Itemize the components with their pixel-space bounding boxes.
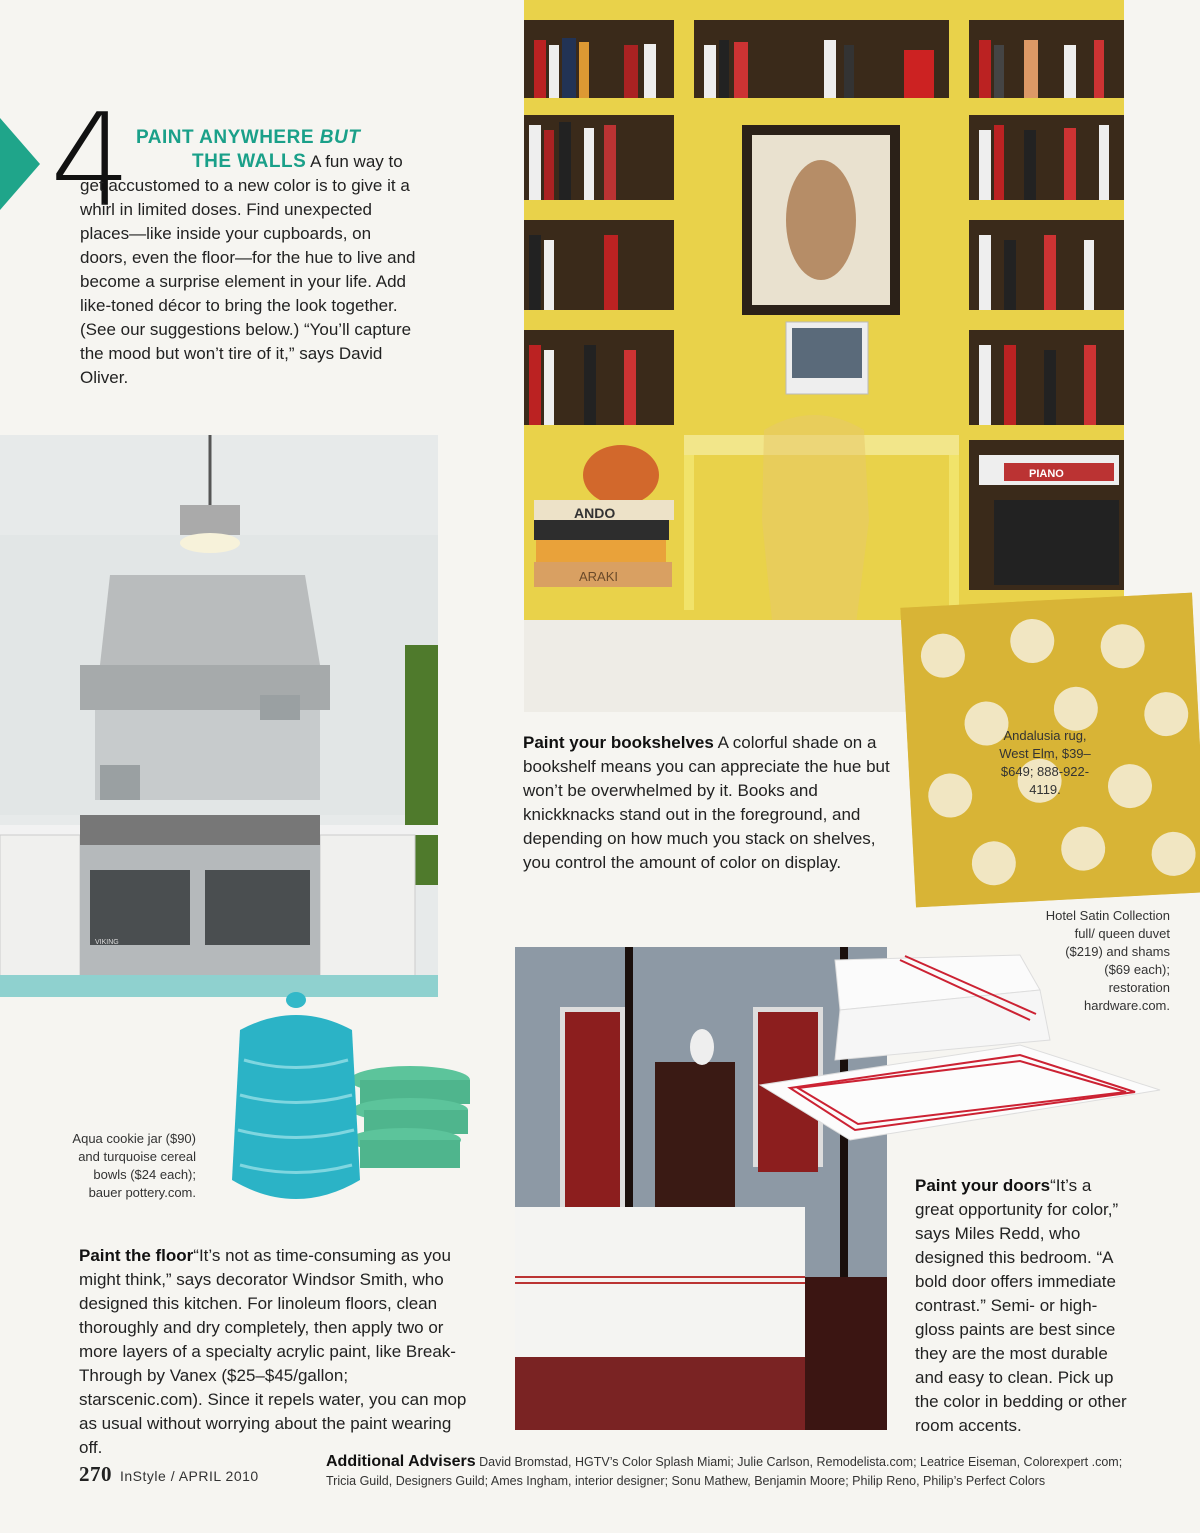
rug-caption: Andalusia rug, West Elm, $39–$649; 888-922-4119. <box>999 728 1091 797</box>
doors-lead: Paint your doors <box>915 1176 1051 1195</box>
advisers-lead: Additional Advisers <box>326 1453 476 1470</box>
advisers-text: David Bromstad, HGTV’s Color Splash Miami; Julie Carlson, Remodelista.com; Leatrice Eiseman, Colorexpert .com; Tricia Guild, Designers Guild; Ames Ingham, interior designer; Sonu Mathew, Benjamin Moore; Philip Reno, Philip’s Perfect Colors <box>326 1455 1123 1488</box>
jar-caption: Aqua cookie jar ($90) and turquoise cereal bowls ($24 each); bauer pottery.com. <box>72 1131 196 1200</box>
page-folio <box>79 1462 259 1487</box>
headline-part2: THE WALLS <box>192 151 307 172</box>
doors-copy <box>915 1174 1130 1438</box>
kitchen-photo <box>0 435 438 997</box>
headline-emphasis: BUT <box>319 127 361 148</box>
araki-box-label: ARAKI <box>579 569 619 584</box>
aqua-cookie-jar-photo <box>200 980 480 1220</box>
page-number: 270 <box>79 1462 112 1486</box>
section-number: 4 <box>50 87 132 236</box>
magazine-issue: InStyle / APRIL 2010 <box>120 1468 259 1484</box>
bookshelves-text: A colorful shade on a bookshelf means you can appreciate the hue but won’t be overwhelmed by it. Books and knickknacks stand out in the foreground, and depending on how much you stack on shelves, you control the amount of color on display. <box>523 733 890 872</box>
doors-text: “It’s a great opportunity for color,” says Miles Redd, who designed this bedroom. “A bold door offers immediate contrast.” Semi- or high-gloss paints are best since they are the most durable and easy to clean. Pick up the color in bedding or other room accents. <box>915 1176 1127 1435</box>
ando-book-spine: ANDO <box>574 505 616 521</box>
floor-lead: Paint the floor <box>79 1246 194 1265</box>
section-marker-arrow <box>0 118 40 210</box>
intro-paragraph <box>80 126 420 390</box>
headline-part1: PAINT ANYWHERE <box>136 127 320 148</box>
floor-copy <box>79 1244 474 1460</box>
intro-block <box>80 126 420 390</box>
floor-text: “It’s not as time-consuming as you might think,” says decorator Windsor Smith, who designed this kitchen. For linoleum floors, clean thoroughly and dry completely, then apply two or more layers of a specialty acrylic paint, like Break-Through by Vanex ($25–$45/gallon; starscenic.com). Since it repels water, you can mop as usual without worrying about the paint wearing off. <box>79 1246 467 1457</box>
viking-logo: VIKING <box>95 939 119 946</box>
bookshelves-lead: Paint your bookshelves <box>523 733 714 752</box>
duvet-caption: Hotel Satin Collection full/ queen duvet ($219) and shams ($69 each); restoration hardware.com. <box>1045 908 1170 1013</box>
additional-advisers <box>326 1452 1146 1491</box>
intro-text: A fun way to get accustomed to a new color is to give it a whirl in limited doses. Find unexpected places—like inside your cupboards, on doors, even the floor—for the hue to live and become a surprise element in your life. Add like-toned décor to bring the look together. (See our suggestions below.) “You’ll capture the mood but won’t tire of it,” says David Oliver. <box>80 152 416 387</box>
bookshelves-copy <box>523 731 893 875</box>
piano-book-spine: PIANO <box>1029 468 1064 480</box>
